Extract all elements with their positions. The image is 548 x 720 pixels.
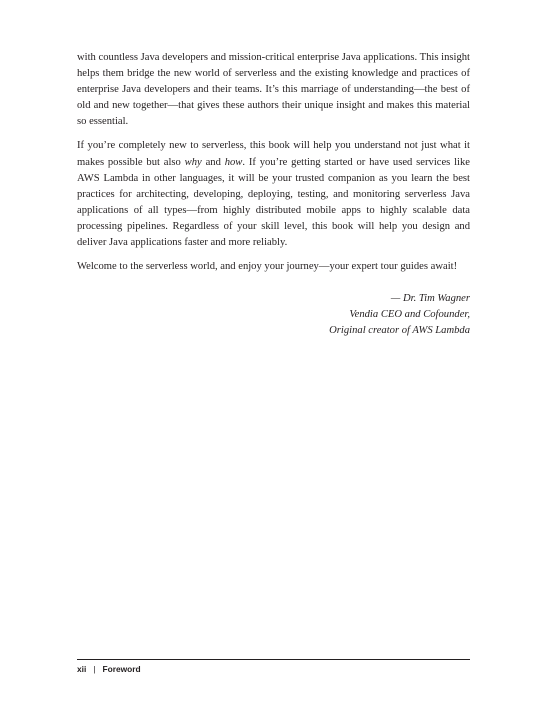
section-title: Foreword <box>102 664 141 674</box>
page-footer <box>77 664 141 675</box>
paragraph-2-and: and <box>201 156 225 168</box>
footer-separator: | <box>93 664 96 674</box>
signature-block <box>77 291 470 339</box>
paragraph-3: Welcome to the serverless world, and enjoy your journey—your expert tour guides await! <box>77 261 458 273</box>
emphasis-how: how <box>224 156 243 168</box>
signature-name: — Dr. Tim Wagner <box>390 293 470 305</box>
paragraph-2-part-b: . If you’re getting started or have used services like AWS Lambda in other languages, it will be your trusted companion as you learn the best practices for architecting, developing, deploying, testing, and monitoring serverless Java applications of all types—from highly distributed mobile apps to highly scalable data processing pipelines. Regardless of your skill level, this book will help you design and deliver Java applications faster and more reliably. <box>77 156 470 249</box>
page-number: xii <box>77 664 87 674</box>
paragraph-2-part-a: If you’re completely new to serverless, this book will help you understand not just what it makes possible but also <box>77 140 470 168</box>
emphasis-why: why <box>184 156 202 168</box>
footer-rule <box>77 659 470 660</box>
paragraph-2 <box>77 138 470 251</box>
signature-credit: Original creator of AWS Lambda <box>329 325 470 337</box>
paragraph-1: with countless Java developers and mission-critical enterprise Java applications. This insight helps them bridge the new world of serverless and the existing knowledge and practices of enterprise Java developers and their teams. It’s this marriage of understanding—the best of old and new together—that gives these authors their unique insight and makes this material so essential. <box>77 52 470 128</box>
page-body <box>77 50 470 340</box>
signature-role: Vendia CEO and Cofounder, <box>349 309 470 321</box>
